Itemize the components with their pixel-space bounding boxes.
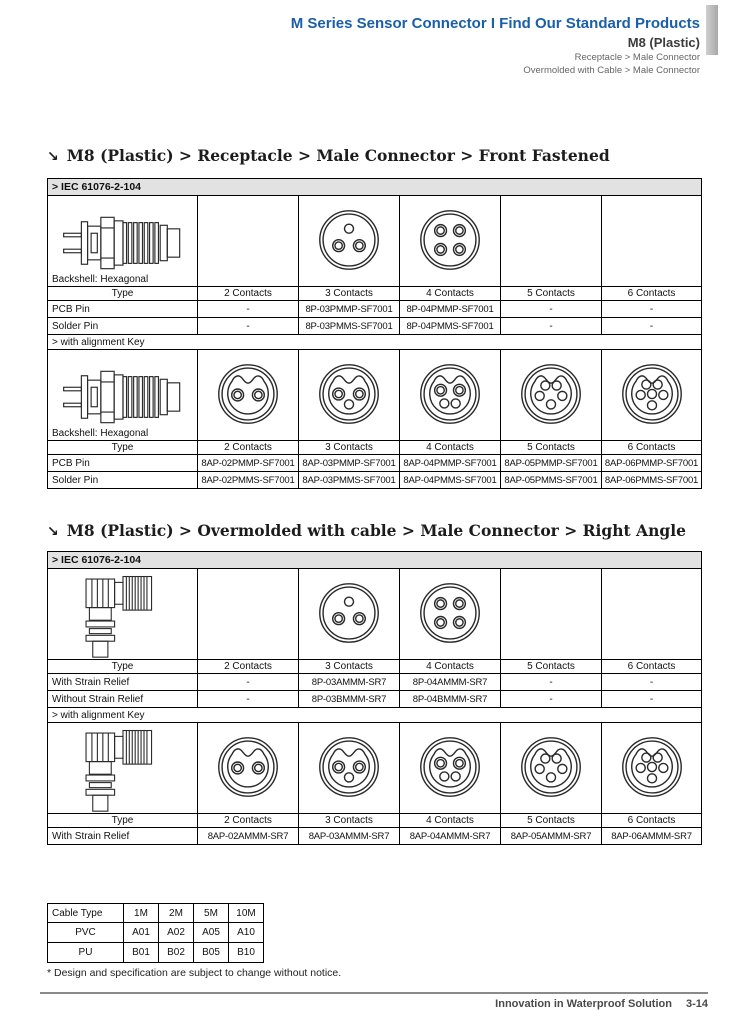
breadcrumb-overmolded: Overmolded with Cable > Male Connector (523, 65, 700, 76)
section-title-overmolded (47, 521, 686, 540)
connector-face-cell (299, 350, 400, 441)
part-number-cell: 8AP-03AMMM-SR7 (299, 828, 400, 845)
section-title-text: M8 (Plastic) > Receptacle > Male Connector > Front Fastened (66, 146, 610, 165)
part-number-cell: 8P-03PMMS-SF7001 (299, 318, 400, 335)
column-header-cell: Type (48, 814, 198, 828)
column-header-cell: 3 Contacts (299, 287, 400, 301)
connector-image-row (48, 350, 702, 441)
part-number-cell: 8AP-02AMMM-SR7 (198, 828, 299, 845)
column-header-row (48, 660, 702, 674)
part-number-row (48, 691, 702, 708)
connector-face-2pin-keyed (215, 361, 281, 427)
dash-cell: - (198, 301, 299, 318)
connector-face-4pin (417, 580, 483, 646)
breadcrumb-receptacle: Receptacle > Male Connector (574, 52, 700, 63)
column-header-cell: Type (48, 441, 198, 455)
page-number: 3-14 (685, 998, 708, 1010)
part-number-cell: 8AP-03PMMS-SF7001 (299, 472, 400, 489)
column-header-cell: 6 Contacts (602, 287, 702, 301)
alignment-key-note: > with alignment Key (48, 335, 702, 350)
part-number-cell: 8AP-05AMMM-SR7 (501, 828, 602, 845)
part-number-cell: 8AP-05PMMS-SF7001 (501, 472, 602, 489)
connector-image-row (48, 723, 702, 814)
column-header-cell: 3 Contacts (299, 660, 400, 674)
column-header-row (48, 287, 702, 301)
alignment-key-note-row (48, 335, 702, 350)
connector-image-row (48, 569, 702, 660)
part-number-cell: 8AP-04PMMP-SF7001 (400, 455, 501, 472)
part-number-cell: 8AP-02PMMP-SF7001 (198, 455, 299, 472)
standard-label: > IEC 61076-2-104 (48, 552, 702, 569)
standard-label: > IEC 61076-2-104 (48, 179, 702, 196)
page-edge-tab (706, 5, 718, 55)
connector-face-cell (501, 569, 602, 660)
connector-face-3pin-keyed (316, 734, 382, 800)
column-header-cell: 5 Contacts (501, 287, 602, 301)
receptacle-product-table (47, 178, 702, 489)
row-type-cell: PCB Pin (48, 301, 198, 318)
column-header-cell: 5 Contacts (501, 814, 602, 828)
part-number-cell: 8AP-06PMMP-SF7001 (602, 455, 702, 472)
column-header-cell: 3 Contacts (299, 441, 400, 455)
part-number-cell: 8AP-05PMMP-SF7001 (501, 455, 602, 472)
cable-code-cell: A10 (229, 923, 264, 943)
part-number-cell: 8AP-04AMMM-SR7 (400, 828, 501, 845)
cable-header-cell: 2M (159, 904, 194, 923)
backshell-label: Backshell: Hexagonal (52, 274, 149, 285)
connector-face-4pin-keyed (417, 361, 483, 427)
cable-code-cell: A05 (194, 923, 229, 943)
cable-length-code-table (47, 903, 264, 963)
column-header-cell: 5 Contacts (501, 441, 602, 455)
connector-face-3pin (316, 207, 382, 273)
standard-row (48, 552, 702, 569)
column-header-cell: 6 Contacts (602, 660, 702, 674)
dash-cell: - (198, 318, 299, 335)
cable-code-cell: B10 (229, 943, 264, 963)
cable-header-cell: Cable Type (48, 904, 124, 923)
connector-drawing-cell (48, 350, 198, 441)
cable-header-cell: 5M (194, 904, 229, 923)
connector-face-4pin-keyed (417, 734, 483, 800)
connector-drawing-cell (48, 196, 198, 287)
connector-face-cell (198, 723, 299, 814)
part-number-cell: 8AP-04PMMS-SF7001 (400, 472, 501, 489)
row-type-cell: PCB Pin (48, 455, 198, 472)
cable-code-cell: B05 (194, 943, 229, 963)
connector-face-cell (299, 723, 400, 814)
part-number-row (48, 301, 702, 318)
part-number-cell: 8P-04PMMS-SF7001 (400, 318, 501, 335)
overmolded-product-table (47, 551, 702, 845)
section-arrow-icon: ↘ (47, 149, 59, 165)
alignment-key-note-row (48, 708, 702, 723)
header-title: M Series Sensor Connector I Find Our Standard Products (290, 15, 700, 32)
section-arrow-icon: ↘ (47, 524, 59, 540)
column-header-cell: 2 Contacts (198, 441, 299, 455)
dash-cell: - (501, 318, 602, 335)
dash-cell: - (602, 301, 702, 318)
dash-cell: - (602, 674, 702, 691)
cable-header-cell: 1M (124, 904, 159, 923)
part-number-cell: 8P-04BMMM-SR7 (400, 691, 501, 708)
page-header (291, 14, 700, 77)
column-header-cell: 4 Contacts (400, 287, 501, 301)
connector-face-cell (602, 569, 702, 660)
column-header-cell: 4 Contacts (400, 660, 501, 674)
section-title-text: M8 (Plastic) > Overmolded with cable > Male Connector > Right Angle (66, 521, 686, 540)
part-number-cell: 8AP-06AMMM-SR7 (602, 828, 702, 845)
alignment-key-note: > with alignment Key (48, 708, 702, 723)
column-header-cell: 6 Contacts (602, 814, 702, 828)
dash-cell: - (198, 674, 299, 691)
cable-code-row (48, 923, 264, 943)
cable-code-cell: PVC (48, 923, 124, 943)
column-header-cell: 2 Contacts (198, 814, 299, 828)
dash-cell: - (501, 691, 602, 708)
part-number-cell: 8P-03AMMM-SR7 (299, 674, 400, 691)
connector-drawing-cell (48, 723, 198, 814)
part-number-cell: 8P-03PMMP-SF7001 (299, 301, 400, 318)
cable-header-cell: 10M (229, 904, 264, 923)
part-number-cell: 8P-03BMMM-SR7 (299, 691, 400, 708)
column-header-cell: 2 Contacts (198, 660, 299, 674)
part-number-row (48, 674, 702, 691)
connector-face-cell (602, 723, 702, 814)
row-type-cell: With Strain Relief (48, 828, 198, 845)
connector-face-cell (501, 350, 602, 441)
connector-face-2pin-keyed (215, 734, 281, 800)
dash-cell: - (501, 674, 602, 691)
design-disclaimer: * Design and specification are subject to change without notice. (47, 967, 342, 979)
right-angle-side-view (72, 728, 174, 812)
dash-cell: - (602, 691, 702, 708)
connector-face-5pin-keyed (518, 361, 584, 427)
column-header-cell: 3 Contacts (299, 814, 400, 828)
part-number-row (48, 318, 702, 335)
dash-cell: - (198, 691, 299, 708)
column-header-cell: 4 Contacts (400, 814, 501, 828)
connector-face-4pin (417, 207, 483, 273)
part-number-row (48, 455, 702, 472)
receptacle-side-view (60, 366, 186, 428)
dash-cell: - (501, 301, 602, 318)
connector-face-cell (400, 350, 501, 441)
cable-header-row (48, 904, 264, 923)
connector-face-cell (299, 569, 400, 660)
row-type-cell: Solder Pin (48, 472, 198, 489)
part-number-cell: 8AP-06PMMS-SF7001 (602, 472, 702, 489)
cable-code-cell: PU (48, 943, 124, 963)
column-header-cell: 4 Contacts (400, 441, 501, 455)
backshell-label: Backshell: Hexagonal (52, 428, 149, 439)
cable-code-cell: A02 (159, 923, 194, 943)
connector-face-cell (602, 196, 702, 287)
row-type-cell: Solder Pin (48, 318, 198, 335)
part-number-row (48, 828, 702, 845)
column-header-row (48, 441, 702, 455)
connector-face-cell (501, 723, 602, 814)
connector-face-cell (198, 196, 299, 287)
connector-face-cell (400, 196, 501, 287)
connector-face-3pin-keyed (316, 361, 382, 427)
part-number-cell: 8AP-03PMMP-SF7001 (299, 455, 400, 472)
column-header-cell: Type (48, 287, 198, 301)
connector-face-cell (400, 723, 501, 814)
column-header-row (48, 814, 702, 828)
connector-face-cell (299, 196, 400, 287)
connector-face-3pin (316, 580, 382, 646)
cable-code-row (48, 943, 264, 963)
connector-face-6pin-keyed (619, 361, 685, 427)
part-number-cell: 8P-04PMMP-SF7001 (400, 301, 501, 318)
cable-code-cell: B01 (124, 943, 159, 963)
connector-face-cell (602, 350, 702, 441)
section-title-receptacle (47, 146, 610, 165)
page-footer (495, 998, 708, 1010)
connector-drawing-cell (48, 569, 198, 660)
row-type-cell: With Strain Relief (48, 674, 198, 691)
connector-face-5pin-keyed (518, 734, 584, 800)
connector-face-cell (501, 196, 602, 287)
connector-face-cell (198, 569, 299, 660)
cable-code-cell: A01 (124, 923, 159, 943)
receptacle-side-view (60, 212, 186, 274)
right-angle-side-view (72, 574, 174, 658)
dash-cell: - (602, 318, 702, 335)
part-number-row (48, 472, 702, 489)
connector-image-row (48, 196, 702, 287)
cable-code-cell: B02 (159, 943, 194, 963)
connector-face-cell (198, 350, 299, 441)
footer-rule (40, 992, 708, 994)
column-header-cell: 6 Contacts (602, 441, 702, 455)
standard-row (48, 179, 702, 196)
part-number-cell: 8P-04AMMM-SR7 (400, 674, 501, 691)
column-header-cell: 2 Contacts (198, 287, 299, 301)
header-subtitle: M8 (Plastic) (627, 35, 700, 50)
connector-face-6pin-keyed (619, 734, 685, 800)
footer-slogan: Innovation in Waterproof Solution (495, 998, 672, 1010)
row-type-cell: Without Strain Relief (48, 691, 198, 708)
connector-face-cell (400, 569, 501, 660)
column-header-cell: Type (48, 660, 198, 674)
part-number-cell: 8AP-02PMMS-SF7001 (198, 472, 299, 489)
column-header-cell: 5 Contacts (501, 660, 602, 674)
